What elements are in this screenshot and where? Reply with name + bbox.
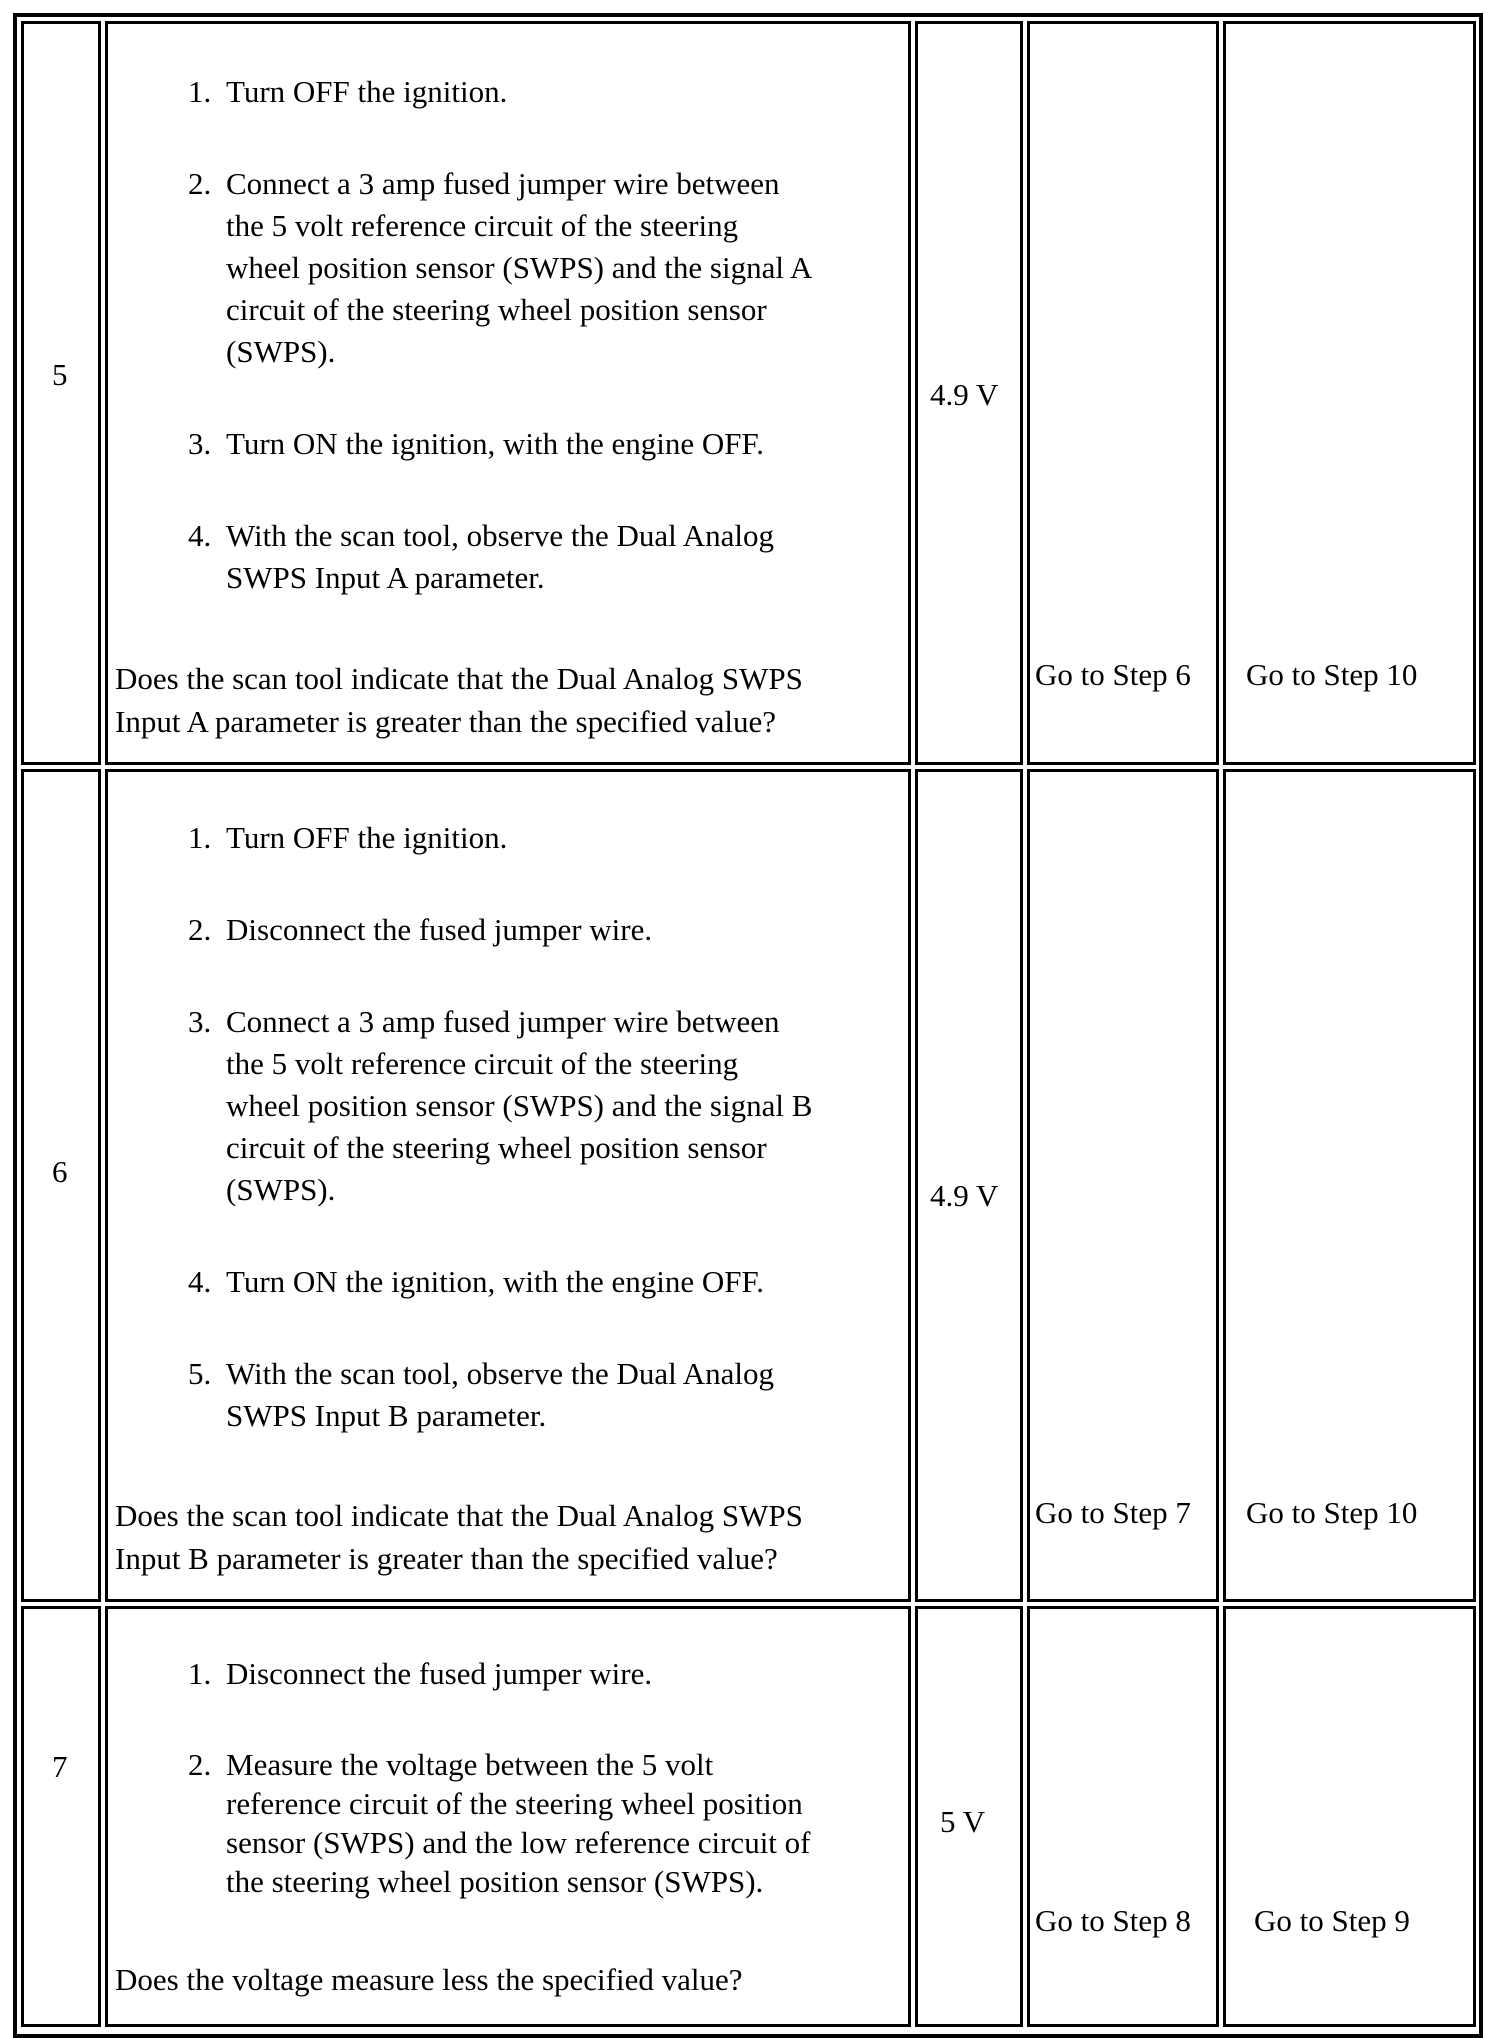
table-row-step-7 xyxy=(17,1606,1479,2027)
yes-cell xyxy=(1027,21,1219,765)
question-text: Does the scan tool indicate that the Dual Analog SWPS Input B parameter is greater than the specified value? xyxy=(115,1498,803,1576)
no-cell xyxy=(1223,1606,1476,2027)
value-cell xyxy=(915,769,1023,1602)
yes-cell xyxy=(1027,1606,1219,2027)
step-number: 7 xyxy=(52,1749,68,1784)
action-list xyxy=(188,71,948,599)
yes-cell xyxy=(1027,769,1219,1602)
list-item: 3. Turn ON the ignition, with the engine OFF. xyxy=(188,426,765,461)
no-action: Go to Step 10 xyxy=(1246,657,1418,692)
specified-value: 5 V xyxy=(940,1804,986,1839)
list-item: 4. With the scan tool, observe the Dual Analog SWPS Input A parameter. xyxy=(188,518,775,595)
list-item: 4. Turn ON the ignition, with the engine OFF. xyxy=(188,1264,765,1299)
step-cell xyxy=(21,769,101,1602)
list-item: 2. Measure the voltage between the 5 volt reference circuit of the steering wheel position sensor (SWPS) and the low reference circuit of the steering wheel position sensor (SWPS). xyxy=(188,1747,811,1899)
action-list xyxy=(188,817,948,1437)
list-item: 2. Connect a 3 amp fused jumper wire between the 5 volt reference circuit of the steering wheel position sensor (SWPS) and the signal A circuit of the steering wheel position sensor (SWPS). xyxy=(188,166,813,369)
list-item: 3. Connect a 3 amp fused jumper wire between the 5 volt reference circuit of the steering wheel position sensor (SWPS) and the signal B circuit of the steering wheel position sensor (SWPS). xyxy=(188,1004,813,1207)
action-cell xyxy=(105,769,911,1602)
yes-action: Go to Step 6 xyxy=(1035,657,1191,692)
step-number: 5 xyxy=(52,357,68,392)
list-item: 5. With the scan tool, observe the Dual Analog SWPS Input B parameter. xyxy=(188,1356,775,1433)
specified-value: 4.9 V xyxy=(930,1178,999,1213)
yes-action: Go to Step 8 xyxy=(1035,1903,1191,1938)
list-item: 1. Turn OFF the ignition. xyxy=(188,820,508,855)
action-cell xyxy=(105,21,911,765)
list-item: 1. Disconnect the fused jumper wire. xyxy=(188,1656,653,1691)
action-list xyxy=(188,1653,948,1901)
action-cell xyxy=(105,1606,911,2027)
list-item: 2. Disconnect the fused jumper wire. xyxy=(188,912,653,947)
value-cell xyxy=(915,21,1023,765)
value-cell xyxy=(915,1606,1023,2027)
step-number: 6 xyxy=(52,1154,68,1189)
no-action: Go to Step 9 xyxy=(1254,1903,1410,1938)
question-text: Does the scan tool indicate that the Dual Analog SWPS Input A parameter is greater than the specified value? xyxy=(115,661,803,739)
list-item: 1. Turn OFF the ignition. xyxy=(188,74,508,109)
table-row-step-5 xyxy=(17,21,1479,765)
question-text: Does the voltage measure less the specified value? xyxy=(115,1962,743,1997)
step-cell xyxy=(21,21,101,765)
diagnostic-table xyxy=(13,13,1483,2038)
no-cell xyxy=(1223,769,1476,1602)
no-action: Go to Step 10 xyxy=(1246,1495,1418,1530)
yes-action: Go to Step 7 xyxy=(1035,1495,1191,1530)
no-cell xyxy=(1223,21,1476,765)
step-cell xyxy=(21,1606,101,2027)
specified-value: 4.9 V xyxy=(930,377,999,412)
table-row-step-6 xyxy=(17,769,1479,1602)
